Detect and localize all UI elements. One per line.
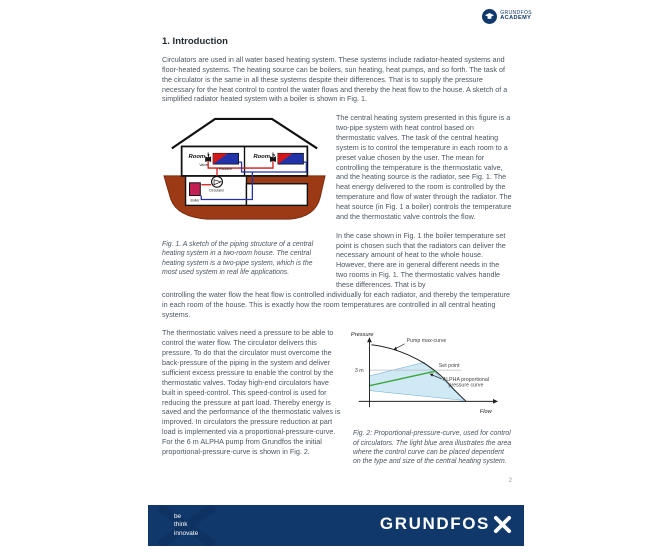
main-content (162, 36, 512, 466)
footer-bar (148, 505, 524, 546)
page-number: 2 (508, 478, 512, 484)
figure-2-caption: Fig. 2: Proportional-pressure-curve, used for control of circulators. The light blue area illustrates the area where the control curve can be placed dependent on the type and size of the central heating system. (353, 430, 512, 465)
tagline (174, 513, 198, 538)
boiler-symbol (190, 183, 201, 196)
figure-1-column (162, 113, 327, 290)
set-point-label: Set point (438, 363, 460, 370)
radiator-room1 (213, 154, 239, 165)
tagline-be: be (174, 513, 182, 520)
left-text-column (162, 328, 343, 466)
pump-curve-leader-arrow (394, 344, 405, 350)
circulator-label: Circulator (209, 188, 225, 193)
intro-paragraph: Circulators are used in all water based heating system. These systems include radiator-heated systems and floor-heated systems. The heating source can be boilers, sun heating, heat pumps, and so forth. The task of the circulator is the same in all these systems despite their differences. That is to supply the pressure necessary for the heat control to control the water flows and thereby the heat flow to the house. A sketch of a simplified radiator heated system with a boiler is shown in Fig. 1. (162, 55, 508, 104)
two-column-block (162, 113, 512, 290)
paragraph-continuation: controlling the water flow the heat flow is controlled individually for each radiator, and thereby the temperature in each room of the house. This is exactly how the room temperatures are controlled in all central heating systems. (162, 289, 510, 319)
paragraph-central-heating: The central heating system presented in this figure is a two-pipe system with heat control based on thermostatic valves. The task of the central heating system is to control the temperature in each room to a preset value chosen by the user. The mean for controlling the temperature is the thermostatic valve, and the heating source is the radiator, see Fig. 1. The heat energy delivered to the room is controlled by the temperature and flow of water through the radiator. The heat source (in Fig. 1 a boiler) controls the temperature and the thermostatic valve controls the flow. (336, 113, 512, 221)
basement-right (246, 184, 307, 206)
proportional-pressure-chart (348, 328, 512, 420)
flow-axis-label: Flow (479, 409, 492, 416)
academy-brand-text: GRUNDFOS (500, 10, 532, 17)
tagline-think: think (174, 521, 188, 529)
grundfos-academy-logo (482, 9, 532, 24)
grundfos-x-icon (493, 515, 512, 534)
roof (172, 119, 317, 148)
academy-sub-text: ACADEMY (500, 15, 532, 22)
academy-wordmark (500, 11, 532, 22)
pressure-axis-label: Pressure (350, 332, 374, 339)
grundfos-wordmark: GRUNDFOS (379, 514, 490, 533)
three-m-tick-label: 3 m (354, 368, 364, 375)
room1-label: Room 1 (188, 154, 211, 161)
valve-label: Valve (199, 163, 208, 168)
right-text-column (336, 113, 512, 290)
alpha-label-line1: ALPHA proportional (442, 377, 489, 384)
section-heading: 1. Introduction (162, 36, 228, 47)
house-heating-diagram (162, 113, 327, 229)
figure-1-caption: Fig. 1. A sketch of the piping structure of a central heating system in a two-room house. The central heating system is a two-pipe system, which is the most used system in real life applications. (162, 241, 314, 276)
room2-label: Room 2 (253, 154, 275, 161)
lower-two-column-block (162, 328, 512, 466)
paragraph-case-fig1: In the case shown in Fig. 1 the boiler temperature set point is chosen such that the radiators can deliver the necessary amount of heat to the whole house. However, there are in general different needs in the two rooms in Fig. 1. The thermostatic valves handle these differences. That is by (336, 230, 506, 290)
paragraph-thermostatic-valves: The thermostatic valves need a pressure to be able to control the water flow. The circulator delivers this pressure. To do that the circulator must overcome the back-pressure of the piping in the system and deliver sufficient excess pressure to enable the control by the thermostatic valves. Today high-end circulators have built in speed-control. This speed-control is used for reducing the pressure at part load. Thereby energy is saved and the performance of the thermostatic valves is improved. In circulators the pressure reduction at part load is implemented via a proportional-pressure-curve. For the 6 m ALPHA pump from Grundfos the initial proportional-pressure-curve is shown in Fig. 2. (162, 328, 341, 456)
alpha-label-line2: pressure curve (448, 383, 484, 390)
tagline-innovate: innovate (174, 529, 199, 537)
radiator-label: Radiator (218, 167, 233, 172)
graduation-cap-icon (482, 9, 497, 24)
boiler-label: Boiler (190, 198, 200, 203)
grundfos-logo (380, 514, 512, 534)
figure-2-column (348, 328, 512, 466)
pump-max-curve-label: Pump max-curve (406, 338, 447, 345)
radiator-room2 (278, 154, 304, 165)
